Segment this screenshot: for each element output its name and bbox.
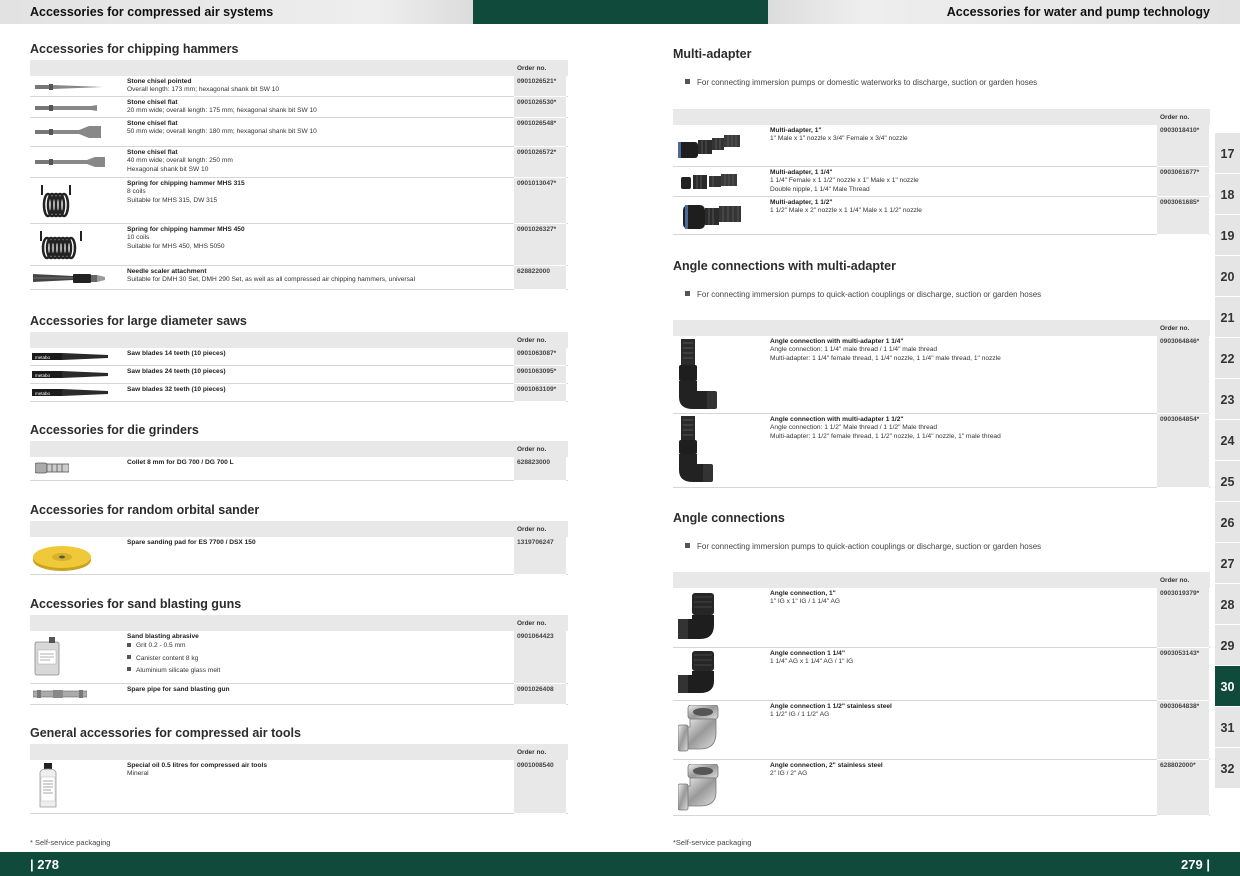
bullet-text: For connecting immersion pumps to quick-action couplings or discharge, suction or garden hoses — [697, 542, 1042, 551]
chapter-tab[interactable]: 29 — [1215, 625, 1240, 665]
section-title: Accessories for random orbital sander — [30, 503, 260, 517]
product-detail: Multi-adapter: 1 1/4" female thread, 1 1/4" nozzle, 1 1/4" male thread, 1" nozzle — [770, 354, 1001, 362]
table-header — [673, 572, 1210, 588]
table-row — [673, 125, 1210, 167]
footnote-right: *Self-service packaging — [673, 838, 752, 847]
table-header — [30, 521, 568, 537]
chapter-tab[interactable]: 31 — [1215, 707, 1240, 747]
table-row — [673, 414, 1210, 488]
table-row — [30, 178, 568, 224]
order-number: 0901026530* — [514, 97, 566, 118]
table-header — [30, 615, 568, 631]
table-row — [30, 348, 568, 366]
product-detail: Angle connection: 1 1/2" Male thread / 1 1/2" Male thread — [770, 424, 938, 432]
section-title: Accessories for die grinders — [30, 423, 199, 437]
product-detail: 8 coils — [127, 188, 146, 196]
chapter-tab[interactable]: 22 — [1215, 338, 1240, 378]
product-detail: 50 mm wide; overall length: 180 mm; hexagonal shank bit SW 10 — [127, 128, 317, 136]
product-name: Angle connection with multi-adapter 1 1/2" — [770, 416, 904, 423]
product-detail: 40 mm wide; overall length: 250 mm — [127, 157, 233, 165]
section-title: Accessories for sand blasting guns — [30, 597, 242, 611]
table-row — [673, 167, 1210, 197]
product-detail: 10 coils — [127, 234, 150, 242]
page-number-right: 279 | — [1181, 857, 1210, 872]
stainless-angle-image — [678, 705, 724, 755]
table-header — [30, 744, 568, 760]
svg-text:metabo: metabo — [35, 355, 51, 360]
multi-adapter-image — [678, 130, 740, 162]
order-number: 0903064846* — [1157, 336, 1209, 414]
product-detail: 2" IG / 2" AG — [770, 770, 808, 778]
spring-image — [38, 227, 84, 261]
table-row — [673, 336, 1210, 414]
product-detail: Suitable for DMH 30 Set, DMH 290 Set, as well as all compressed air chipping hammers, universal — [127, 276, 416, 284]
table-row — [673, 701, 1210, 760]
order-number: 628802000* — [1157, 760, 1209, 816]
chapter-tab[interactable]: 21 — [1215, 297, 1240, 337]
header-right-title: Accessories for water and pump technology — [768, 0, 1240, 24]
product-name: Sand blasting abrasive — [127, 633, 199, 640]
table-row — [30, 118, 568, 147]
bullet-square-icon — [685, 79, 690, 84]
bullet-text: Aluminium silicate glass melt — [136, 667, 221, 675]
svg-text:metabo: metabo — [35, 373, 51, 378]
order-number: 628822000 — [514, 266, 566, 290]
multi-adapter-image — [681, 173, 737, 191]
product-name: Stone chisel flat — [127, 149, 178, 156]
flat-chisel-long-image — [35, 156, 105, 168]
table-row — [30, 384, 568, 402]
chapter-tab[interactable]: 27 — [1215, 543, 1240, 583]
order-number: 0903061677* — [1157, 167, 1209, 197]
product-detail: 1" IG x 1" IG / 1 1/4" AG — [770, 598, 841, 606]
product-detail: Multi-adapter: 1 1/2" female thread, 1 1/2" nozzle, 1 1/4" nozzle, 1" male thread — [770, 432, 1001, 440]
bullet-square-icon — [685, 291, 690, 296]
table-row — [30, 537, 568, 575]
order-number: 0901013047* — [514, 178, 566, 224]
bullet-text: For connecting immersion pumps to quick-action couplings or discharge, suction or garden hoses — [697, 290, 1042, 299]
pointed-chisel-image — [35, 82, 103, 92]
table-row — [30, 366, 568, 384]
order-number: 0903061685* — [1157, 197, 1209, 235]
product-name: Needle scaler attachment — [127, 268, 207, 275]
order-number: 0901064423 — [514, 631, 566, 684]
table-row — [673, 760, 1210, 816]
product-name: Stone chisel flat — [127, 99, 178, 106]
product-name: Stone chisel flat — [127, 120, 178, 127]
chapter-tab[interactable]: 25 — [1215, 461, 1240, 501]
angle-connection-image — [678, 593, 720, 643]
saw-blade-image — [32, 370, 108, 380]
order-no-header: Order no. — [514, 332, 566, 348]
abrasive-canister-image — [33, 636, 61, 676]
product-detail: Angle connection: 1 1/4" male thread / 1 1/4" male thread — [770, 346, 938, 354]
section-title: Accessories for large diameter saws — [30, 314, 247, 328]
chapter-tab[interactable]: 28 — [1215, 584, 1240, 624]
multi-adapter-image — [683, 201, 741, 231]
table-header — [30, 332, 568, 348]
order-number: 0903019379* — [1157, 588, 1209, 648]
product-detail: 1" Male x 1" nozzle x 3/4" Female x 3/4" nozzle — [770, 135, 908, 143]
order-no-header: Order no. — [514, 441, 566, 457]
chapter-tab[interactable]: 32 — [1215, 748, 1240, 788]
product-detail: Hexagonal shank bit SW 10 — [127, 165, 209, 173]
footnote-left: * Self-service packaging — [30, 838, 111, 847]
order-number: 0901008540 — [514, 760, 566, 814]
product-detail: Mineral — [127, 770, 149, 778]
table-row — [30, 457, 568, 481]
stainless-angle-image — [678, 764, 724, 812]
order-number: 0901063087* — [514, 348, 566, 366]
order-number: 0903064838* — [1157, 701, 1209, 760]
table-row — [30, 147, 568, 178]
footer-bar — [0, 852, 1240, 876]
flat-chisel-image — [35, 103, 97, 113]
page-number-left: | 278 — [30, 857, 59, 872]
oil-bottle-image — [36, 763, 60, 809]
table-row — [30, 760, 568, 814]
product-name: Angle connection 1 1/4" — [770, 650, 845, 657]
chapter-tab[interactable]: 26 — [1215, 502, 1240, 542]
order-number: 0901026327* — [514, 224, 566, 266]
order-no-header: Order no. — [514, 521, 566, 537]
table-row — [30, 631, 568, 684]
product-detail: Overall length: 173 mm; hexagonal shank bit SW 10 — [127, 86, 280, 94]
saw-blade-image — [32, 388, 108, 398]
product-name: Multi-adapter, 1 1/4" — [770, 169, 833, 176]
order-no-header: Order no. — [1157, 572, 1209, 588]
product-name: Multi-adapter, 1" — [770, 127, 822, 134]
table-row — [30, 266, 568, 290]
product-name: Spare sanding pad for ES 7700 / DSX 150 — [127, 539, 256, 546]
product-name: Collet 8 mm for DG 700 / DG 700 L — [127, 459, 234, 466]
order-number: 0903064854* — [1157, 414, 1209, 488]
product-name: Saw blades 32 teeth (10 pieces) — [127, 386, 226, 393]
bullet-text: For connecting immersion pumps or domestic waterworks to discharge, suction or garden hoses — [697, 78, 1038, 87]
product-detail: Double nipple, 1 1/4" Male Thread — [770, 185, 870, 193]
chapter-tab[interactable]: 19 — [1215, 215, 1240, 255]
order-number: 0901063109* — [514, 384, 566, 402]
order-number: 0901026521* — [514, 76, 566, 97]
needle-scaler-image — [33, 269, 105, 287]
table-header — [30, 441, 568, 457]
order-no-header: Order no. — [514, 60, 566, 76]
product-detail: 20 mm wide; overall length: 175 mm; hexagonal shank bit SW 10 — [127, 107, 317, 115]
table-row — [30, 97, 568, 118]
sanding-pad-image — [32, 542, 92, 572]
order-no-header: Order no. — [514, 615, 566, 631]
chapter-tab[interactable]: 18 — [1215, 174, 1240, 214]
table-header — [30, 60, 568, 76]
product-name: Angle connection 1 1/2" stainless steel — [770, 703, 892, 710]
product-name: Saw blades 24 teeth (10 pieces) — [127, 368, 226, 375]
product-name: Saw blades 14 teeth (10 pieces) — [127, 350, 226, 357]
chapter-tab[interactable]: 17 — [1215, 133, 1240, 173]
order-no-header: Order no. — [1157, 320, 1209, 336]
product-name: Special oil 0.5 litres for compressed air tools — [127, 762, 267, 769]
order-number: 0903053143* — [1157, 648, 1209, 701]
table-row — [673, 588, 1210, 648]
order-number: 0901026408 — [514, 684, 566, 705]
order-number: 0901063095* — [514, 366, 566, 384]
section-title: Angle connections — [673, 511, 785, 525]
order-number: 628823000 — [514, 457, 566, 481]
angle-multi-adapter-image — [675, 416, 715, 486]
angle-multi-adapter-image — [675, 339, 719, 413]
order-number: 0901026548* — [514, 118, 566, 147]
table-row — [30, 224, 568, 266]
table-row — [673, 197, 1210, 235]
product-name: Spring for chipping hammer MHS 315 — [127, 180, 245, 187]
product-detail: Suitable for MHS 450, MHS 5050 — [127, 242, 225, 250]
order-number: 0901026572* — [514, 147, 566, 178]
order-no-header: Order no. — [514, 744, 566, 760]
wide-chisel-image — [35, 125, 101, 139]
saw-blade-image — [32, 352, 108, 362]
spare-pipe-image — [33, 689, 87, 699]
product-detail: 1 1/4" Female x 1 1/2" nozzle x 1" Male x 1" nozzle — [770, 177, 919, 185]
svg-text:metabo: metabo — [35, 391, 51, 396]
section-title: General accessories for compressed air tools — [30, 726, 301, 740]
product-name: Multi-adapter, 1 1/2" — [770, 199, 833, 206]
product-name: Angle connection, 1" — [770, 590, 836, 597]
chapter-tab[interactable]: 23 — [1215, 379, 1240, 419]
product-detail: 1 1/4" AG x 1 1/4" AG / 1" IG — [770, 658, 854, 666]
table-row — [673, 648, 1210, 701]
spring-image — [38, 181, 74, 219]
chapter-tab[interactable]: 30 — [1215, 666, 1240, 706]
product-name: Angle connection, 2" stainless steel — [770, 762, 883, 769]
table-row — [30, 684, 568, 705]
collet-image — [35, 461, 69, 475]
table-header — [673, 320, 1210, 336]
chapter-tab[interactable]: 24 — [1215, 420, 1240, 460]
product-detail: Suitable for MHS 315, DW 315 — [127, 196, 218, 204]
product-detail: 1 1/2" Male x 2" nozzle x 1 1/4" Male x 1 1/2" nozzle — [770, 207, 922, 215]
order-no-header: Order no. — [1157, 109, 1209, 125]
header-accent-bar — [473, 0, 768, 24]
header-left-title: Accessories for compressed air systems — [0, 0, 473, 24]
order-number: 0903018410* — [1157, 125, 1209, 167]
angle-connection-image — [678, 651, 720, 697]
section-title: Accessories for chipping hammers — [30, 42, 239, 56]
product-name: Spare pipe for sand blasting gun — [127, 686, 230, 693]
bullet-text: Canister content 8 kg — [136, 654, 199, 662]
product-name: Spring for chipping hammer MHS 450 — [127, 226, 245, 233]
bullet-square-icon — [685, 543, 690, 548]
chapter-tab[interactable]: 20 — [1215, 256, 1240, 296]
product-name: Angle connection with multi-adapter 1 1/4" — [770, 338, 904, 345]
table-row — [30, 76, 568, 97]
section-title: Angle connections with multi-adapter — [673, 259, 896, 273]
bullet-text: Grit 0.2 - 0.5 mm — [136, 642, 186, 650]
order-number: 1319706247 — [514, 537, 566, 575]
table-header — [673, 109, 1210, 125]
product-name: Stone chisel pointed — [127, 78, 192, 85]
section-title: Multi-adapter — [673, 47, 752, 61]
product-detail: 1 1/2" IG / 1 1/2" AG — [770, 711, 830, 719]
